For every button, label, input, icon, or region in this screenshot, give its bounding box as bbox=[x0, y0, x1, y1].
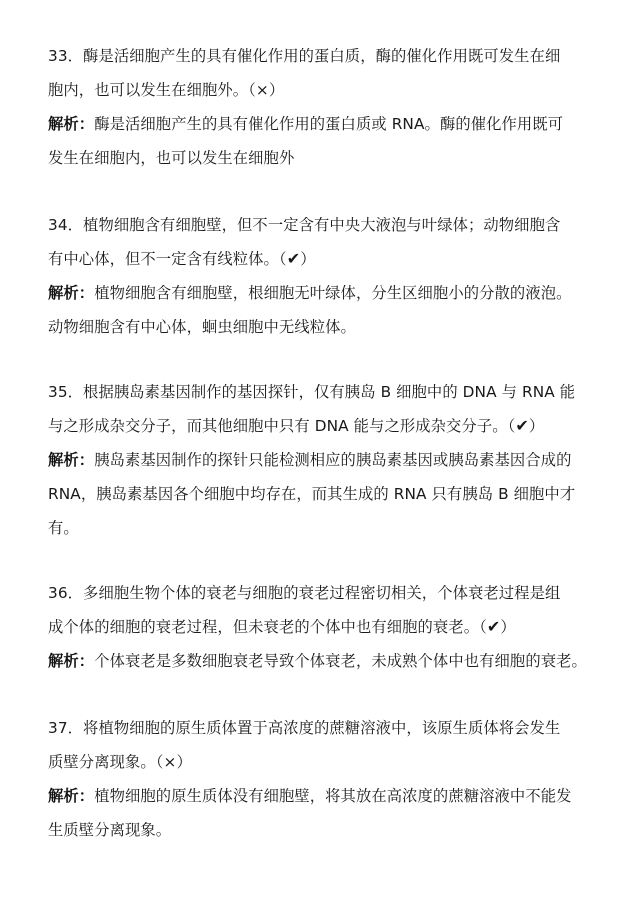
explanation-text: 个体衰老是多数细胞衰老导致个体衰老，未成熟个体中也有细胞的衰老。 bbox=[94, 652, 587, 670]
question-text-line bbox=[48, 409, 596, 443]
explanation-text: 酶是活细胞产生的具有催化作用的蛋白质或 RNA。酶的催化作用既可 bbox=[94, 115, 564, 133]
explanation-line: 生质壁分离现象。 bbox=[48, 821, 172, 839]
question-37 bbox=[48, 711, 596, 847]
explanation-line: 发生在细胞内，也可以发生在细胞外 bbox=[48, 149, 295, 167]
explanation-text: 植物细胞的原生质体没有细胞壁，将其放在高浓度的蔗糖溶液中不能发 bbox=[94, 787, 572, 805]
explanation-line bbox=[48, 107, 596, 141]
question-text-line: 34．植物细胞含有细胞壁，但不一定含有中央大液泡与叶绿体；动物细胞含 bbox=[48, 216, 561, 234]
explanation-label: 解析： bbox=[48, 652, 95, 670]
question-text: 有中心体，但不一定含有线粒体。（ bbox=[48, 250, 287, 268]
check-mark-icon: ✔ bbox=[515, 416, 529, 435]
check-mark-icon: ✔ bbox=[286, 249, 301, 268]
question-text-line: 35．根据胰岛素基因制作的基因探针，仅有胰岛 B 细胞中的 DNA 与 RNA 能 bbox=[48, 383, 576, 401]
explanation-line bbox=[48, 779, 596, 813]
explanation-text: 胰岛素基因制作的探针只能检测相应的胰岛素基因或胰岛素基因合成的 bbox=[94, 451, 572, 469]
explanation-line bbox=[48, 276, 596, 310]
explanation-line: 动物细胞含有中心体，蛔虫细胞中无线粒体。 bbox=[48, 318, 356, 336]
explanation-line bbox=[48, 443, 596, 477]
explanation-label: 解析： bbox=[48, 115, 95, 133]
explanation-text: 植物细胞含有细胞壁，根细胞无叶绿体，分生区细胞小的分散的液泡。 bbox=[94, 284, 572, 302]
question-text-line: 胞内，也可以发生在细胞外。（×） bbox=[48, 81, 285, 99]
question-35 bbox=[48, 375, 596, 545]
explanation-label: 解析： bbox=[48, 787, 95, 805]
explanation-line: 有。 bbox=[48, 519, 79, 537]
question-text-line bbox=[48, 242, 596, 276]
explanation-label: 解析： bbox=[48, 284, 95, 302]
explanation-label: 解析： bbox=[48, 451, 95, 469]
question-text: ） bbox=[500, 618, 516, 636]
question-34 bbox=[48, 208, 596, 344]
question-text-line: 质壁分离现象。（×） bbox=[48, 753, 192, 771]
question-text-line bbox=[48, 610, 596, 644]
question-33 bbox=[48, 39, 596, 175]
explanation-line: RNA，胰岛素基因各个细胞中均存在，而其生成的 RNA 只有胰岛 B 细胞中才 bbox=[48, 485, 576, 503]
question-text-line: 33．酶是活细胞产生的具有催化作用的蛋白质，酶的催化作用既可发生在细 bbox=[48, 47, 561, 65]
question-36 bbox=[48, 576, 596, 678]
question-text: ） bbox=[300, 250, 316, 268]
question-text-line: 36．多细胞生物个体的衰老与细胞的衰老过程密切相关，个体衰老过程是组 bbox=[48, 584, 561, 602]
question-text-line: 37．将植物细胞的原生质体置于高浓度的蔗糖溶液中，该原生质体将会发生 bbox=[48, 719, 561, 737]
question-text: 成个体的细胞的衰老过程，但未衰老的个体中也有细胞的衰老。（ bbox=[48, 618, 487, 636]
question-text: ） bbox=[528, 417, 545, 435]
question-text: 与之形成杂交分子，而其他细胞中只有 DNA 能与之形成杂交分子。（ bbox=[48, 417, 516, 435]
check-mark-icon: ✔ bbox=[486, 617, 501, 636]
explanation-line bbox=[48, 644, 596, 678]
